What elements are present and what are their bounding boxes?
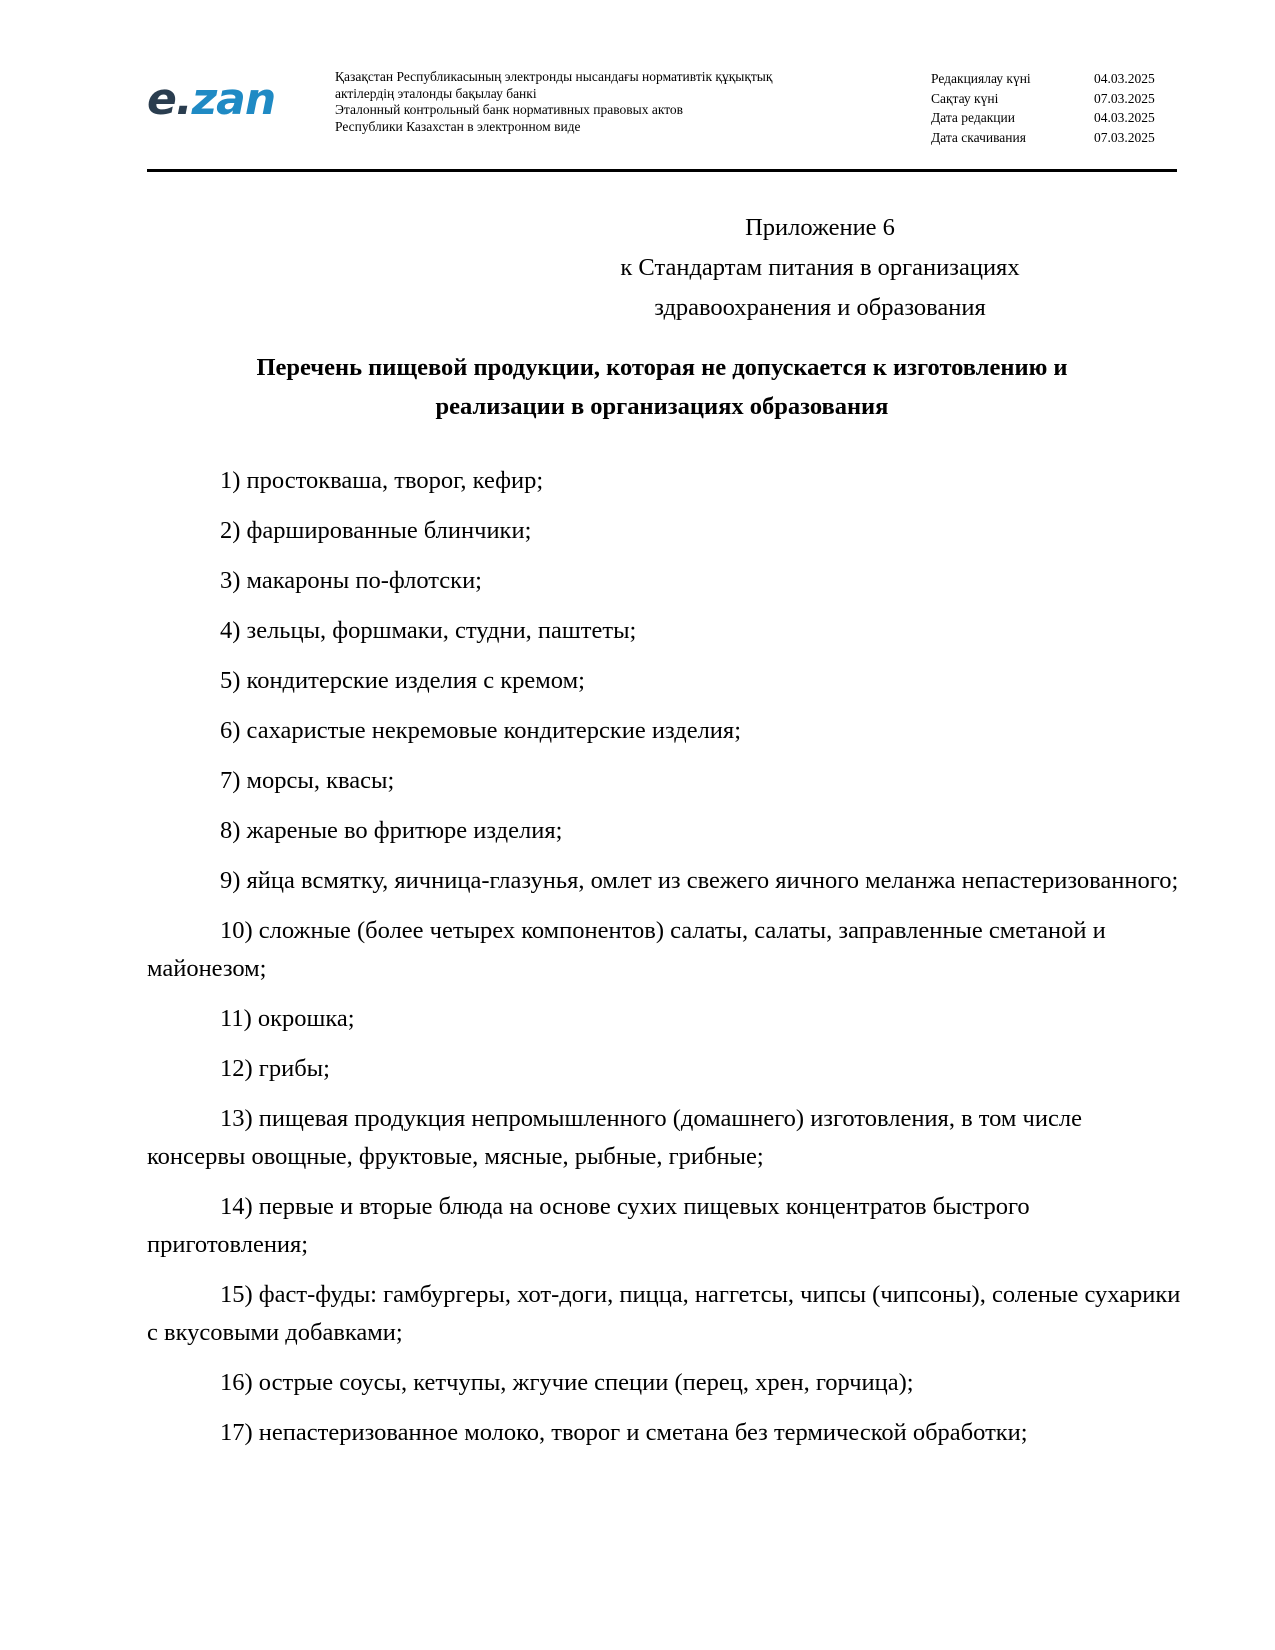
list-item: 13) пищевая продукция непромышленного (домашнего) изготовления, в том числе консервы овощные, фруктовые, мясные, рыбные, грибные; xyxy=(147,1105,1082,1170)
appendix-reference xyxy=(560,208,1080,328)
list-item: 16) острые соусы, кетчупы, жгучие специи (перец, хрен, горчица); xyxy=(220,1369,914,1396)
title-line-2: реализации в организациях образования xyxy=(435,393,889,420)
meta-value: 04.03.2025 xyxy=(1094,71,1155,86)
meta-value: 07.03.2025 xyxy=(1094,129,1155,145)
title-line-1: Перечень пищевой продукции, которая не допускается к изготовлению и xyxy=(256,354,1068,381)
list-item: 10) сложные (более четырех компонентов) салаты, салаты, заправленные сметаной и майонезом; xyxy=(147,917,1106,982)
list-item: 5) кондитерские изделия с кремом; xyxy=(220,667,585,694)
list-item: 15) фаст-фуды: гамбургеры, хот-доги, пицца, наггетсы, чипсы (чипсоны), соленые сухарики с вкусовыми добавками; xyxy=(147,1281,1181,1346)
meta-label: Редакциялау күні xyxy=(931,71,1031,86)
list-item: 6) сахаристые некремовые кондитерские изделия; xyxy=(220,717,741,744)
meta-label: Сақтау күні xyxy=(931,90,999,106)
appendix-line-1: Приложение 6 xyxy=(745,214,895,241)
list-item: 12) грибы; xyxy=(220,1055,330,1082)
meta-value: 04.03.2025 xyxy=(1094,110,1155,125)
list-item: 9) яйца всмятку, яичница-глазунья, омлет из свежего яичного меланжа непастеризованного; xyxy=(220,867,1179,894)
meta-row xyxy=(931,128,1174,148)
meta-label: Дата скачивания xyxy=(931,129,1026,145)
meta-value: 07.03.2025 xyxy=(1094,90,1155,106)
appendix-line-2: к Стандартам питания в организациях xyxy=(620,254,1020,281)
logo-zan: zan xyxy=(191,74,276,125)
meta-row xyxy=(931,89,1174,109)
document-header xyxy=(147,64,1177,164)
header-ru-line-1: Эталонный контрольный банк нормативных правовых актов xyxy=(335,102,684,117)
list-item: 1) простокваша, творог, кефир; xyxy=(220,467,544,494)
list-item: 4) зельцы, форшмаки, студни, паштеты; xyxy=(220,617,637,644)
list-item: 8) жареные во фритюре изделия; xyxy=(220,817,563,844)
document-title xyxy=(147,348,1177,426)
header-divider xyxy=(147,169,1177,172)
meta-row xyxy=(931,108,1174,128)
header-dates xyxy=(931,69,1174,147)
header-kz-line-2: актілердің эталонды бақылау банкі xyxy=(335,85,537,101)
header-ru-line-2: Республики Казахстан в электронном виде xyxy=(335,118,581,134)
logo-dot: . xyxy=(175,74,192,125)
list-item: 17) непастеризованное молоко, творог и сметана без термической обработки; xyxy=(220,1419,1028,1446)
list-item: 11) окрошка; xyxy=(220,1005,355,1032)
list-item: 14) первые и вторые блюда на основе сухих пищевых концентратов быстрого приготовления; xyxy=(147,1193,1030,1258)
list-item: 2) фаршированные блинчики; xyxy=(220,517,532,544)
logo-e: e xyxy=(147,74,176,125)
header-bank-description xyxy=(335,69,772,135)
appendix-line-3: здравоохранения и образования xyxy=(654,294,986,321)
meta-label: Дата редакции xyxy=(931,110,1015,125)
list-item: 3) макароны по-флотски; xyxy=(220,567,482,594)
header-kz-line-1: Қазақстан Республикасының электронды нысандағы нормативтік құқықтық xyxy=(335,69,773,84)
ezan-logo xyxy=(147,74,276,125)
prohibited-products-list xyxy=(147,462,1182,1464)
list-item: 7) морсы, квасы; xyxy=(220,767,395,794)
meta-row xyxy=(931,69,1174,89)
